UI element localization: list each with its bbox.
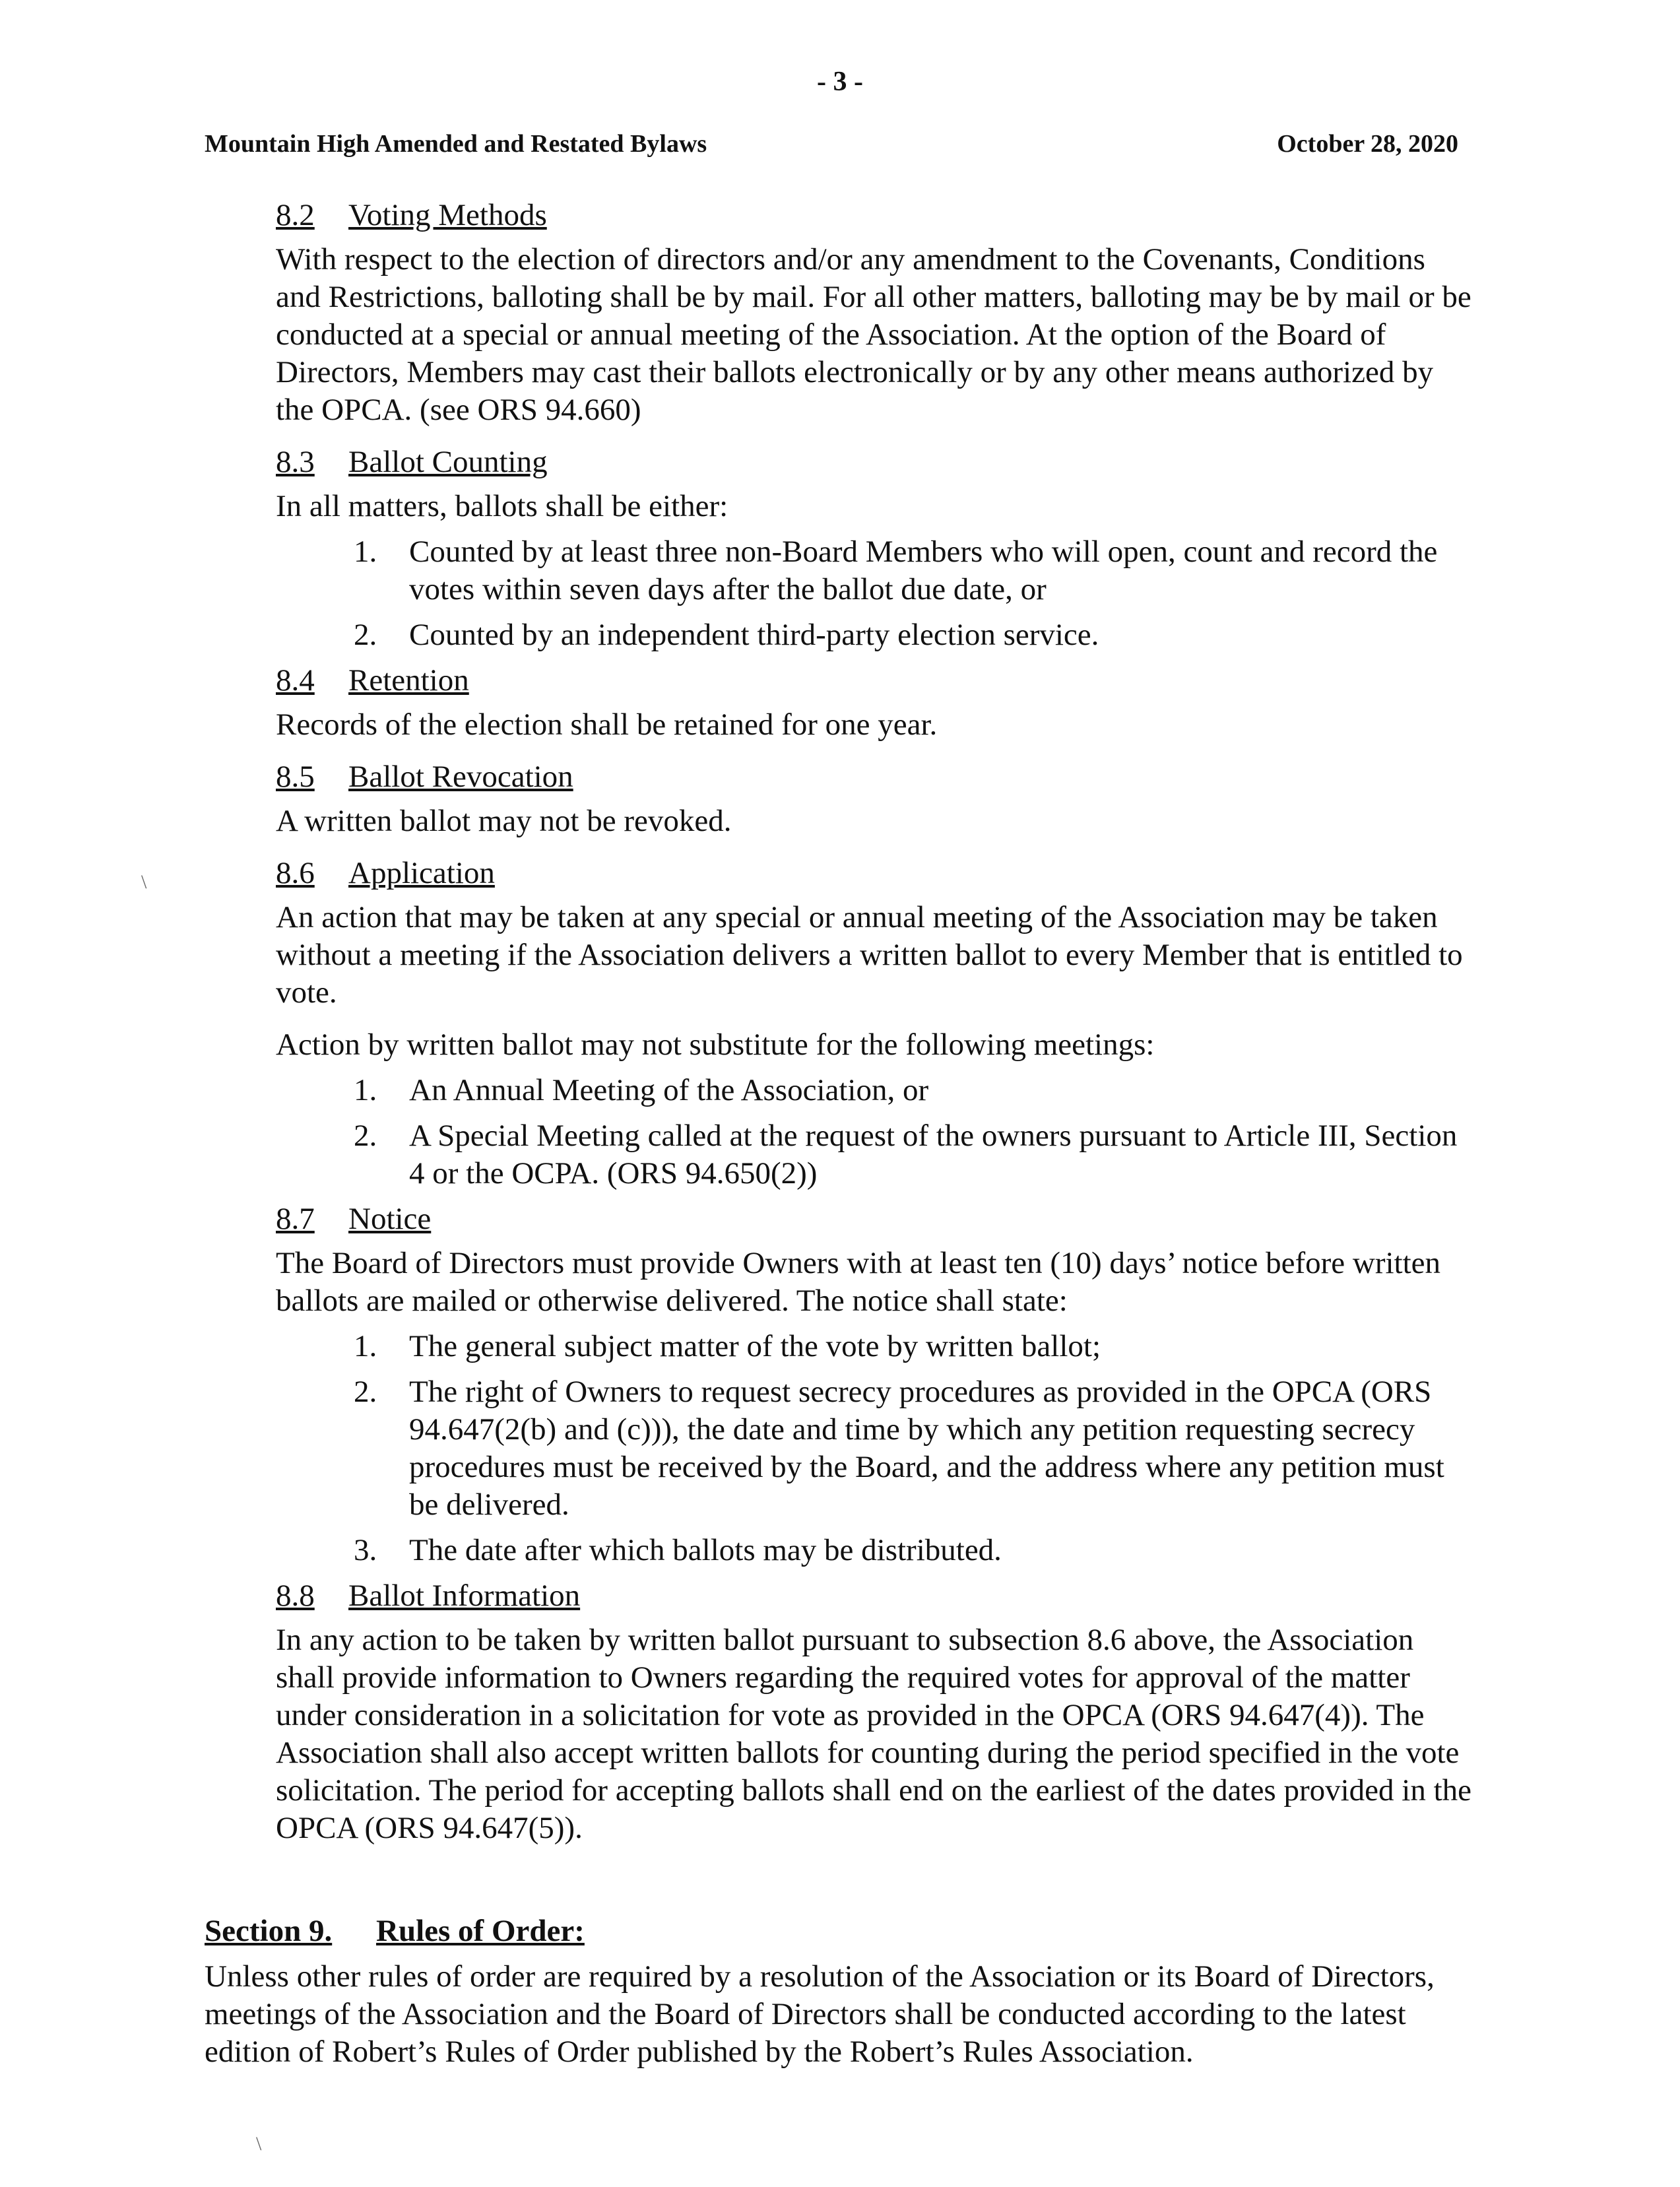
list-marker: 2. [354,618,377,652]
section-8-7-text: The Board of Directors must provide Owners with at least ten (10) days’ notice before written ballots are mailed or otherwise delivered. The notice shall state: [276,1246,1441,1318]
list-item [354,616,1477,654]
scan-mark: \ [141,871,147,893]
section-8-5-heading [276,758,1477,796]
article-8-body [276,197,1477,1847]
section-8-6-text: An action that may be taken at any special or annual meeting of the Association may be taken without a meeting if the Association delivers a written ballot to every Member that is entitled to vote. [276,900,1463,1010]
section-number: 8.4 [276,663,315,698]
list-marker: 3. [354,1533,377,1567]
list-item [354,1117,1477,1192]
list-item [354,1532,1477,1569]
section-title: Application [348,856,495,890]
section-9-text: Unless other rules of order are required by a resolution of the Association or its Board of Directors, meetings of the Association and the Board of Directors shall be conducted according to the latest edition of Robert’s Rules of Order published by the Robert’s Rules Association. [205,1959,1435,2069]
list-item-text: The general subject matter of the vote by written ballot; [409,1329,1101,1363]
section-title: Notice [348,1202,432,1236]
section-8-3-text: In all matters, ballots shall be either: [276,489,728,523]
list-item-text: A Special Meeting called at the request of the owners pursuant to Article III, Section 4 or the OCPA. (ORS 94.650(2)) [409,1119,1458,1191]
section-number: 8.7 [276,1202,315,1236]
section-8-4-text: Records of the election shall be retained for one year. [276,707,938,742]
list-item-text: Counted by at least three non-Board Members who will open, count and record the votes within seven days after the ballot due date, or [409,535,1438,606]
section-title: Retention [348,663,469,698]
section-number: 8.6 [276,856,315,890]
list-marker: 1. [354,535,377,569]
list-item [354,1373,1477,1524]
section-8-7-heading [276,1200,1477,1238]
section-number: 8.3 [276,445,315,479]
list-item-text: Counted by an independent third-party election service. [409,618,1099,652]
section-8-6-heading [276,855,1477,892]
section-title: Ballot Revocation [348,760,573,794]
document-date: October 28, 2020 [1277,130,1458,158]
list-item-text: The date after which ballots may be distributed. [409,1533,1002,1567]
section-8-8-heading [276,1577,1477,1615]
notice-contents-list [276,1328,1477,1569]
list-marker: 2. [354,1119,377,1153]
section-9-heading [205,1912,1478,1950]
section-9 [205,1912,1478,2071]
section-8-2-heading [276,197,1477,234]
section-number: 8.5 [276,760,315,794]
section-number: 8.8 [276,1579,315,1613]
list-marker: 2. [354,1375,377,1409]
list-item-text: An Annual Meeting of the Association, or [409,1073,929,1107]
section-title: Ballot Counting [348,445,548,479]
section-8-8-text: In any action to be taken by written ballot pursuant to subsection 8.6 above, the Association shall provide information to Owners regarding the required votes for approval of the matter under consideration in a solicitation for vote as provided in the OPCA (ORS 94.647(4)). The Association shall also accept written ballots for counting during the period specified in the vote solicitation. The period for accepting ballots shall end on the earliest of the dates provided in the OPCA (ORS 94.647(5)). [276,1623,1472,1845]
section-8-2-text: With respect to the election of directors and/or any amendment to the Covenants, Conditions and Restrictions, balloting shall be by mail. For all other matters, balloting may be by mail or be conducted at a special or annual meeting of the Association. At the option of the Board of Directors, Members may cast their ballots electronically or by any other means authorized by the OPCA. (see ORS 94.660) [276,242,1471,427]
section-8-3-heading [276,443,1477,481]
list-item [354,533,1477,608]
list-marker: 1. [354,1073,377,1107]
section-title: Ballot Information [348,1579,581,1613]
section-title: Voting Methods [348,198,547,232]
document-title: Mountain High Amended and Restated Bylaws [205,130,707,158]
section-title: Rules of Order: [376,1914,585,1948]
running-header [205,129,1458,158]
list-item-text: The right of Owners to request secrecy procedures as provided in the OPCA (ORS 94.647(2(b) and (c))), the date and time by which any petition requesting secrecy procedures must be received by the Board, and the address where any petition must be delivered. [409,1375,1444,1522]
excluded-meetings-list [276,1072,1477,1192]
page-number: - 3 - [817,67,863,97]
section-number: Section 9. [205,1914,333,1948]
section-8-4-heading [276,662,1477,700]
list-marker: 1. [354,1329,377,1363]
section-8-5-text: A written ballot may not be revoked. [276,804,732,838]
counting-methods-list [276,533,1477,654]
list-item [354,1072,1477,1109]
section-number: 8.2 [276,198,315,232]
section-8-6-text-2: Action by written ballot may not substitute for the following meetings: [276,1028,1155,1062]
scan-mark: \ [256,2133,262,2155]
list-item [354,1328,1477,1365]
